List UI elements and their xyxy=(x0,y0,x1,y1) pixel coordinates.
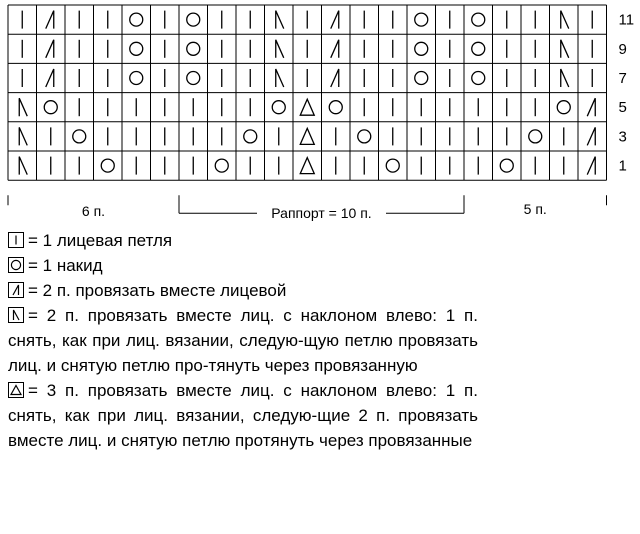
ssk-icon xyxy=(561,69,569,87)
ssk-icon xyxy=(19,157,27,175)
row-number: 1 xyxy=(618,157,627,175)
legend xyxy=(8,228,478,453)
k2tog-icon xyxy=(8,282,24,298)
legend-text-yarn-over: = 1 накид xyxy=(28,256,103,275)
ssk-icon xyxy=(19,127,27,145)
repeat-label: Раппорт = 10 п. xyxy=(271,205,372,222)
yarn-over-icon xyxy=(215,159,228,172)
sk2p-icon xyxy=(300,128,314,144)
row-number: 9 xyxy=(618,40,627,58)
yarn-over-icon xyxy=(44,101,57,114)
yarn-over-icon xyxy=(272,101,285,114)
yarn-over-icon xyxy=(415,72,428,85)
legend-text-k2tog: = 2 п. провязать вместе лицевой xyxy=(28,281,287,300)
ssk-icon xyxy=(561,11,569,29)
yarn-over-icon xyxy=(358,130,371,143)
ssk-icon xyxy=(276,11,284,29)
yarn-over-icon xyxy=(187,13,200,26)
legend-text-sk2p: = 3 п. провязать вместе лиц. с наклоном влево: 1 п. снять, как при лиц. вязании, следую-щие 2 п. провязать вместе лиц. и снятую петлю протянуть через провязанные xyxy=(8,381,478,450)
yarn-over-icon xyxy=(415,42,428,55)
k2tog-icon xyxy=(587,98,595,116)
k2tog-icon xyxy=(46,11,54,29)
yarn-over-icon xyxy=(500,159,513,172)
ssk-icon xyxy=(276,40,284,58)
legend-item-k2tog xyxy=(8,278,478,303)
row-number: 7 xyxy=(618,70,627,87)
yarn-over-icon xyxy=(73,130,86,143)
yarn-over-icon xyxy=(187,72,200,85)
left-bracket-label: 6 п. xyxy=(81,203,106,220)
legend-item-knit xyxy=(8,228,478,253)
yarn-over-icon xyxy=(244,130,257,143)
yarn-over-icon xyxy=(329,101,342,114)
row-number: 3 xyxy=(618,128,627,146)
right-bracket-label: 5 п. xyxy=(523,201,547,218)
ssk-icon xyxy=(19,98,27,116)
legend-item-yarn-over xyxy=(8,253,478,278)
yarn-over-icon xyxy=(472,72,485,85)
k2tog-icon xyxy=(331,40,339,58)
yarn-over-icon xyxy=(101,159,114,172)
yarn-over-icon xyxy=(472,13,485,26)
sk2p-icon xyxy=(300,158,314,174)
yarn-over-icon xyxy=(187,42,200,55)
yarn-over-icon xyxy=(386,159,399,172)
legend-text-knit: = 1 лицевая петля xyxy=(28,231,173,250)
yarn-over-icon xyxy=(130,72,143,85)
knit-stitch-icon xyxy=(8,232,24,248)
legend-item-sk2p xyxy=(8,378,478,453)
knitting-chart xyxy=(0,0,640,225)
legend-item-ssk xyxy=(8,303,478,378)
row-number: 11 xyxy=(618,11,635,29)
ssk-icon xyxy=(276,69,284,87)
k2tog-icon xyxy=(46,69,54,87)
yarn-over-icon xyxy=(472,42,485,55)
yarn-over-icon xyxy=(130,42,143,55)
yarn-over-icon xyxy=(130,13,143,26)
yarn-over-icon xyxy=(529,130,542,143)
k2tog-icon xyxy=(587,157,595,175)
sk2p-icon xyxy=(300,99,314,115)
row-number: 5 xyxy=(618,99,627,117)
ssk-icon xyxy=(561,40,569,58)
k2tog-icon xyxy=(331,69,339,87)
yarn-over-icon xyxy=(557,101,570,114)
k2tog-icon xyxy=(46,40,54,58)
yarn-over-icon xyxy=(415,13,428,26)
sk2p-icon xyxy=(8,382,24,398)
yarn-over-icon xyxy=(8,257,24,273)
k2tog-icon xyxy=(331,11,339,29)
legend-text-ssk: = 2 п. провязать вместе лиц. с наклоном влево: 1 п. снять, как при лиц. вязании, следую-щую петлю провязать лиц. и снятую петлю про-тянуть через провязанную xyxy=(8,306,478,375)
k2tog-icon xyxy=(587,127,595,145)
ssk-icon xyxy=(8,307,24,323)
